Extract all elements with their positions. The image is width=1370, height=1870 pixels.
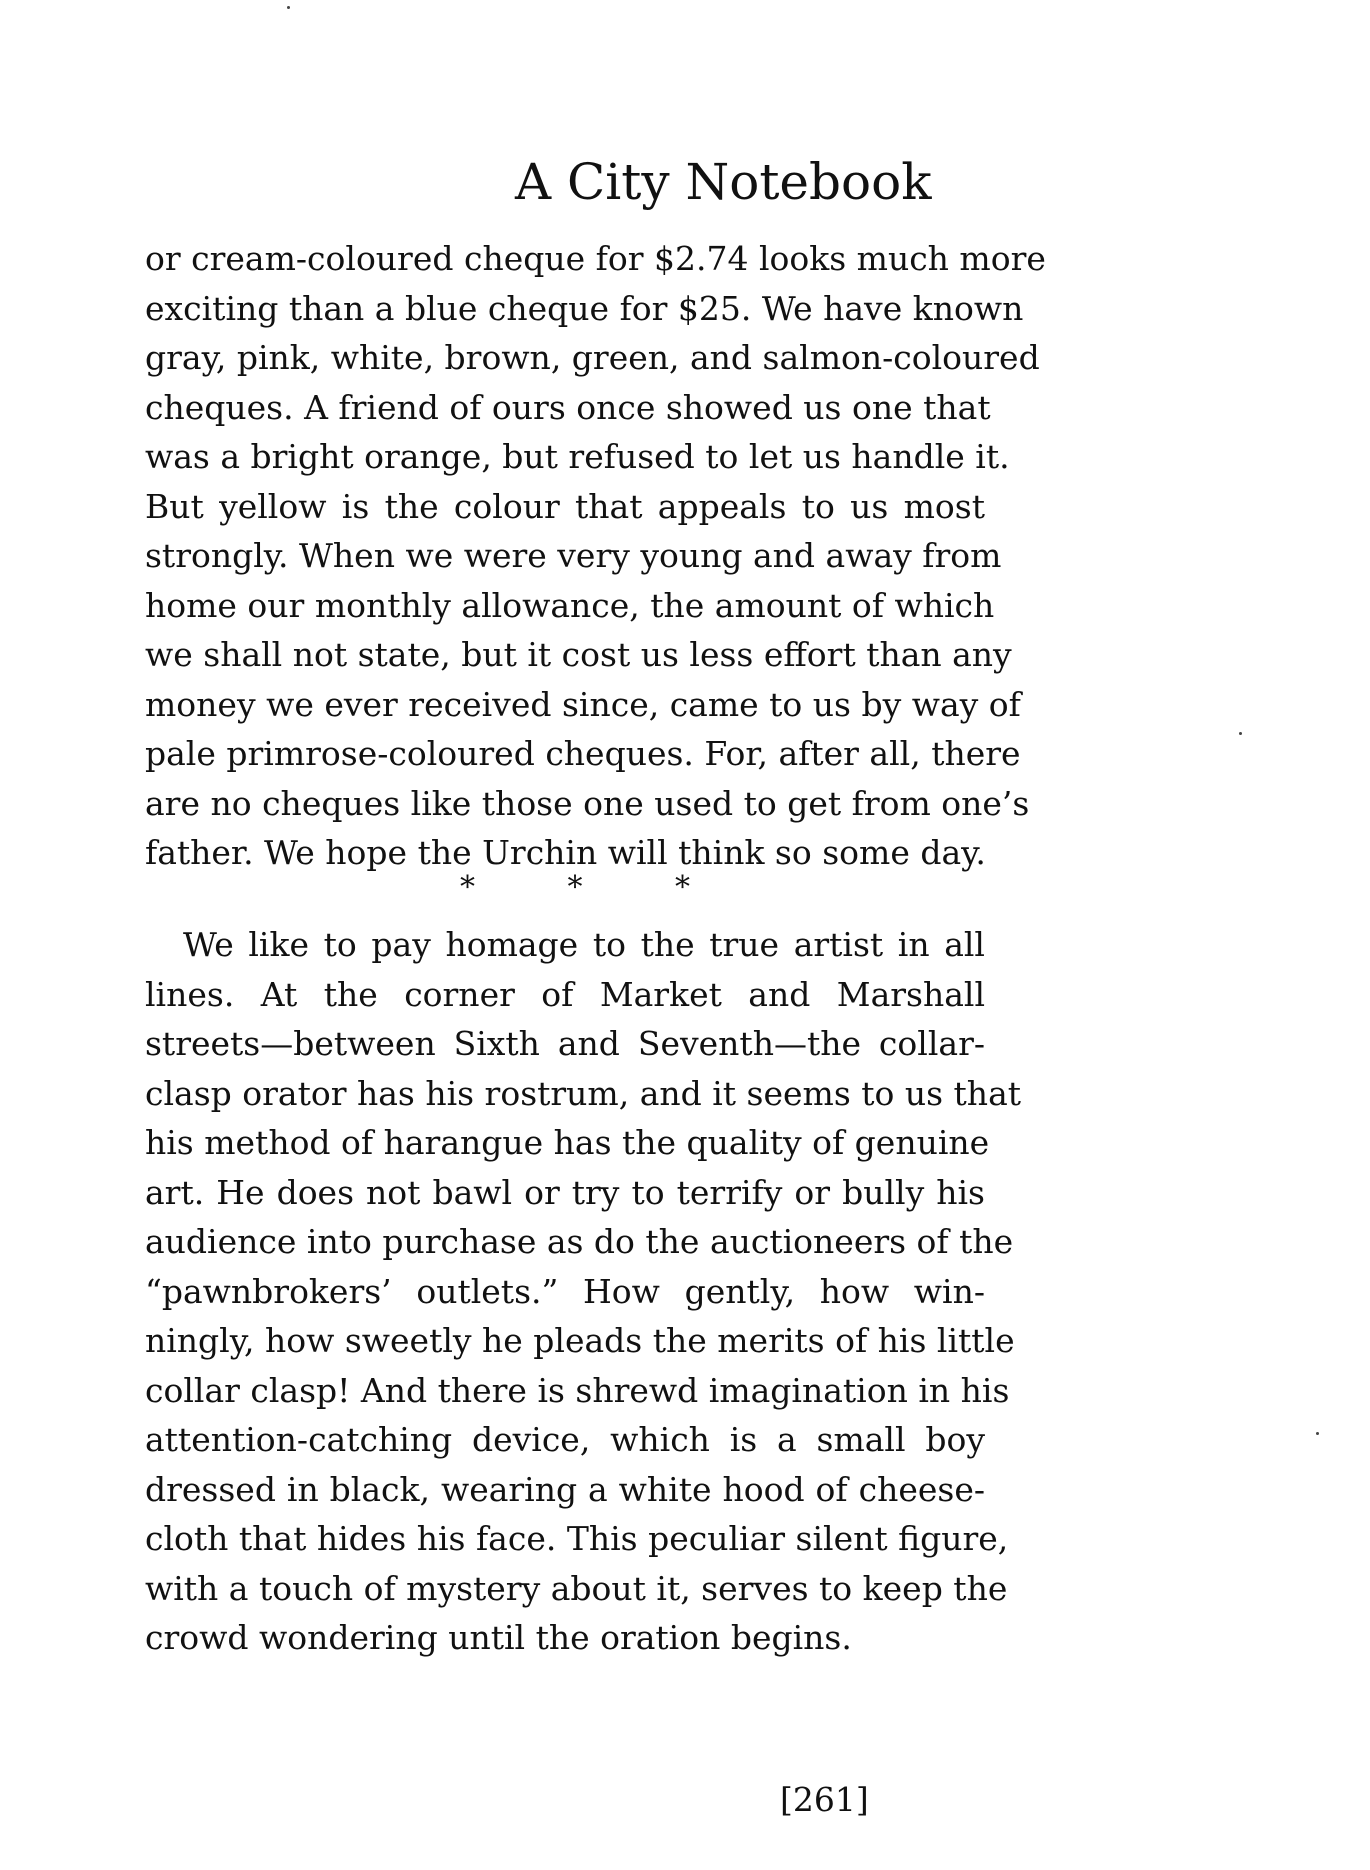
text-line: We like to pay homage to the true artist in all (183, 925, 985, 964)
text-line: strongly. When we were very young and away from (145, 536, 1002, 575)
print-speck (287, 6, 290, 9)
text-line: are no cheques like those one used to get from one’s (145, 783, 1030, 823)
paragraph-2 (145, 920, 1021, 1663)
text-line: cheques. A friend of ours once showed us one that (145, 387, 991, 427)
asterisk: * (567, 870, 583, 905)
text-line: audience into purchase as do the auctioneers of the (145, 1222, 1014, 1261)
text-line: clasp orator has his rostrum, and it seems to us that (145, 1073, 1021, 1113)
text-line: lines. At the corner of Market and Marshall (145, 974, 985, 1014)
text-line: or cream-coloured cheque for $2.74 looks much more (145, 239, 1046, 278)
text-line: streets—between Sixth and Seventh—the collar- (145, 1024, 985, 1063)
text-line: “pawnbrokers’ outlets.” How gently, how win- (145, 1271, 985, 1311)
asterisk: * (460, 870, 475, 905)
text-line: with a touch of mystery about it, serves to keep the (145, 1568, 1008, 1608)
text-line: cloth that hides his face. This peculiar silent figure, (145, 1519, 1009, 1558)
text-line: attention-catching device, which is a small boy (145, 1420, 985, 1459)
text-line: But yellow is the colour that appeals to us most (145, 486, 985, 526)
text-line: we shall not state, but it cost us less effort than any (145, 635, 1012, 674)
text-line: art. He does not bawl or try to terrify or bully his (145, 1172, 985, 1212)
text-line: money we ever received since, came to us by way of (145, 684, 1021, 724)
text-line: collar clasp! And there is shrewd imagination in his (145, 1370, 1010, 1410)
text-line: dressed in black, wearing a white hood of cheese- (145, 1469, 985, 1509)
text-line: home our monthly allowance, the amount of which (145, 585, 995, 625)
section-break (460, 868, 690, 908)
text-line: pale primrose-coloured cheques. For, after all, there (145, 734, 1021, 773)
text-line: his method of harangue has the quality of genuine (145, 1123, 990, 1162)
text-line: father. We hope the Urchin will think so some day. (145, 833, 986, 872)
text-line: crowd wondering until the oration begins. (145, 1618, 852, 1657)
running-head: A City Notebook (515, 153, 932, 211)
text-line: gray, pink, white, brown, green, and salmon-coloured (145, 338, 1040, 377)
print-speck (1316, 1432, 1319, 1435)
asterisk: * (675, 870, 690, 905)
page-number: [261] (780, 1780, 869, 1819)
print-speck (1239, 732, 1242, 735)
text-line: exciting than a blue cheque for $25. We have known (145, 288, 1024, 328)
text-line: was a bright orange, but refused to let us handle it. (145, 437, 1010, 476)
paragraph-1 (145, 234, 1046, 878)
text-line: ningly, how sweetly he pleads the merits of his little (145, 1321, 1015, 1360)
